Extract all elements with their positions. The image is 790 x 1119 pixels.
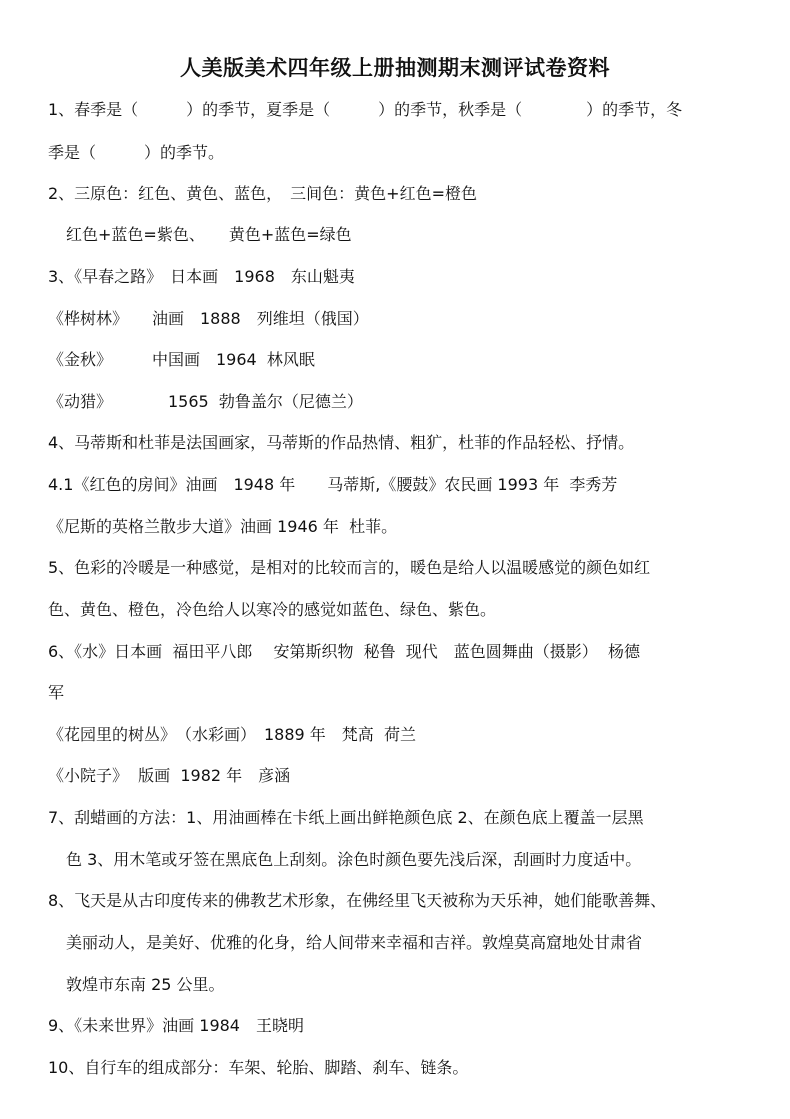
q9-line-1: 9、《未来世界》油画 1984 王晓明 [48,1016,304,1035]
q8-line-1: 8、飞天是从古印度传来的佛教艺术形象，在佛经里飞天被称为天乐神，她们能歌善舞、 [48,891,667,910]
q2-line-1: 2、三原色：红色、黄色、蓝色， 三间色：黄色+红色=橙色 [48,184,477,203]
q4-line-1: 4、马蒂斯和杜菲是法国画家，马蒂斯的作品热情、粗犷，杜菲的作品轻松、抒情。 [48,433,635,452]
q3-line-3: 《金秋》 中国画 1964 林风眠 [48,350,315,369]
q1-line-2: 季是（ ）的季节。 [48,143,225,162]
q1-line-1: 1、春季是（ ）的季节，夏季是（ ）的季节，秋季是（ ）的季节，冬 [48,100,683,119]
q5-line-1: 5、色彩的冷暖是一种感觉，是相对的比较而言的，暖色是给人以温暖感觉的颜色如红 [48,558,651,577]
q4-1-line-2: 《尼斯的英格兰散步大道》油画 1946 年 杜菲。 [48,517,398,536]
q8-line-3: 敦煌市东南 25 公里。 [66,975,225,994]
q6-line-4: 《小院子》 版画 1982 年 彦涵 [48,766,291,785]
q8-line-2: 美丽动人，是美好、优雅的化身，给人间带来幸福和吉祥。敦煌莫高窟地处甘肃省 [66,933,643,952]
q7-line-1: 7、刮蜡画的方法：1、用油画棒在卡纸上画出鲜艳颜色底 2、在颜色底上覆盖一层黑 [48,808,644,827]
q6-line-3: 《花园里的树丛》 （水彩画） 1889 年 梵高 荷兰 [48,725,416,744]
q10-line-1: 10、自行车的组成部分：车架、轮胎、脚踏、刹车、链条。 [48,1058,469,1077]
q7-line-2: 色 3、用木笔或牙签在黑底色上刮刻。涂色时颜色要先浅后深，刮画时力度适中。 [66,850,642,869]
document-title: 人美版美术四年级上册抽测期末测评试卷资料 [180,55,610,80]
q3-line-4: 《动猎》 1565 勃鲁盖尔（尼德兰） [48,392,363,411]
q2-line-2: 红色+蓝色=紫色、 黄色+蓝色=绿色 [66,225,352,244]
q4-1-line-1: 4.1《红色的房间》油画 1948 年 马蒂斯,《腰鼓》农民画 1993 年 李秀芳 [48,475,618,494]
q3-line-1: 3、《早春之路》 日本画 1968 东山魁夷 [48,267,355,286]
q6-line-2: 军 [48,683,65,702]
q6-line-1: 6、《水》日本画 福田平八郎 安第斯织物 秘鲁 现代 蓝色圆舞曲（摄影） 杨德 [48,642,640,661]
q3-line-2: 《桦树林》 油画 1888 列维坦（俄国） [48,309,369,328]
q5-line-2: 色、黄色、橙色，冷色给人以寒冷的感觉如蓝色、绿色、紫色。 [48,600,497,619]
